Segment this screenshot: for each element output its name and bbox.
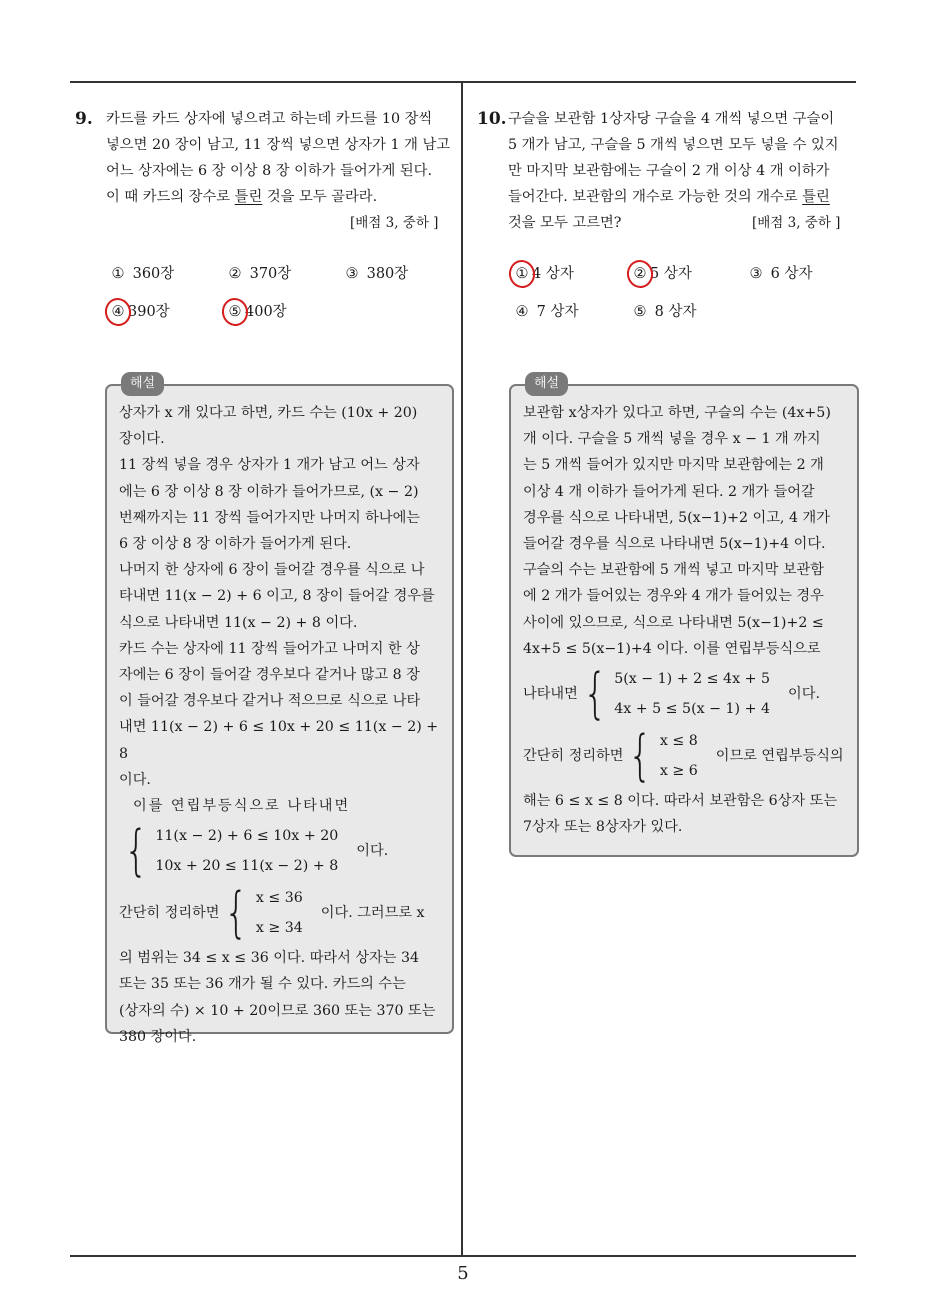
choice-1[interactable]: ① 4 상자 bbox=[512, 262, 574, 286]
question-number: 9. bbox=[75, 109, 93, 129]
question-number: 10. bbox=[477, 109, 507, 129]
top-rule bbox=[70, 81, 856, 83]
question-stem bbox=[106, 106, 456, 210]
stem-line: 이 때 카드의 장수로 틀린 것을 모두 골라라. bbox=[106, 189, 378, 205]
explanation-tag: 해설 bbox=[121, 372, 164, 396]
choice-2[interactable]: ② 370장 bbox=[228, 266, 292, 282]
circled-mark: ⑤ bbox=[225, 300, 245, 324]
simplified-system: 간단히 정리하면 { x ≤ 8 x ≥ 6 이므로 연립부등식의 bbox=[523, 724, 844, 788]
circled-mark: ④ bbox=[108, 300, 128, 324]
inequality-system: 나타내면 { 5(x − 1) + 2 ≤ 4x + 5 4x + 5 ≤ 5(x − 1) + 4 이다. bbox=[523, 662, 820, 726]
bottom-rule bbox=[70, 1255, 856, 1257]
choice-5[interactable]: ⑤ 400장 bbox=[225, 300, 287, 324]
choice-2[interactable]: ② 5 상자 bbox=[630, 262, 692, 286]
choice-3[interactable]: ③ 380장 bbox=[345, 266, 409, 282]
choice-3[interactable]: ③ 6 상자 bbox=[749, 266, 813, 282]
explanation-text: 보관함 x상자가 있다고 하면, 구슬의 수는 (4x+5) 개 이다. 구슬을 5 개씩 넣을 경우 x − 1 개 까지 는 5 개씩 들어가 있지만 마지막 보관함에는 2 개 이상 4 개 이하가 들어가게 된다. 2 개가 들어갈 경우를 식으로 나타내면, 5(x−1)+2 이고, 4 개가 들어갈 경우를 식으로 나타내면 5(x−1)+4 이다. 구슬의 수는 보관함에 5 개씩 넣고 마지막 보관함 에 2 개가 들어있는 경우와 4 개가 들어있는 경우 사이에 있으므로, 식으로 나타내면 5(x−1)+2 ≤ 4x+5 ≤ 5(x−1)+4 이다. 이를 연립부등식으로 나타내면 { 5(x − 1) + 2 ≤ 4x + 5 4x + 5 ≤ 5(x − 1) + 4 이다. 간단히 정리하면 { x ≤ 8 x ≥ 6 이므로 연립부등식의 해는 6 ≤ x ≤ 8 이다. 따라서 보관함은 6상자 또는 7상자 또는 8상자가 있다. bbox=[523, 405, 844, 836]
simplified-system: 간단히 정리하면 { x ≤ 36 x ≥ 34 이다. 그러므로 x bbox=[119, 881, 425, 945]
stem-line: 들어간다. 보관함의 개수로 가능한 것의 개수로 틀린 bbox=[508, 189, 830, 205]
choice-4[interactable]: ④ 7 상자 bbox=[515, 304, 579, 320]
choice-1[interactable]: ① 360장 bbox=[111, 266, 175, 282]
stem-line: 어느 상자에는 6 장 이상 8 장 이하가 들어가게 된다. bbox=[106, 163, 433, 179]
score-label: [배점 3, 중하 ] bbox=[752, 215, 841, 231]
explanation-tag: 해설 bbox=[525, 372, 568, 396]
circled-mark: ① bbox=[512, 262, 532, 286]
choice-4[interactable]: ④ 390장 bbox=[108, 300, 170, 324]
stem-line: 만 마지막 보관함에는 구슬이 2 개 이상 4 개 이하가 bbox=[508, 163, 830, 179]
stem-line: 구슬을 보관함 1상자당 구슬을 4 개씩 넣으면 구슬이 bbox=[508, 111, 835, 127]
explanation-box bbox=[509, 376, 859, 857]
column-divider bbox=[461, 82, 463, 1256]
stem-line: 것을 모두 고르면? bbox=[508, 215, 622, 231]
choice-5[interactable]: ⑤ 8 상자 bbox=[633, 304, 697, 320]
stem-line: 넣으면 20 장이 남고, 11 장씩 넣으면 상자가 1 개 남고 bbox=[106, 137, 451, 153]
explanation-box bbox=[105, 376, 454, 1045]
explanation-text: 상자가 x 개 있다고 하면, 카드 수는 (10x + 20) 장이다. 11 장씩 넣을 경우 상자가 1 개가 남고 어느 상자 에는 6 장 이상 8 장 이하가 들어가므로, (x − 2) 번째까지는 11 장씩 들어가지만 나머지 하나에는 6 장 이상 8 장 이하가 들어가게 된다. 나머지 한 상자에 6 장이 들어갈 경우를 식으로 나 타내면 11(x − 2) + 6 이고, 8 장이 들어갈 경우를 식으로 나타내면 11(x − 2) + 8 이다. 카드 수는 상자에 11 장씩 들어가고 나머지 한 상 자에는 6 장이 들어갈 경우보다 같거나 많고 8 장 이 들어갈 경우보다 같거나 적으므로 식으로 나타 내면 11(x − 2) + 6 ≤ 10x + 20 ≤ 11(x − 2) + 8 이다. 이를 연립부등식으로 나타내면 { 11(x − 2) + 6 ≤ 10x + 20 10x + 20 ≤ 11(x − 2) + 8 이다. 간단히 정리하면 { x ≤ 36 x ≥ 34 이다. 그러므로 x 의 범위는 34 ≤ x ≤ 36 이다. 따라서 상자는 34 또는 35 또는 36 개가 될 수 있다. 카드의 수는 (상자의 수) × 10 + 20이므로 360 또는 370 또는 380 장이다. bbox=[119, 405, 439, 1045]
stem-line: 5 개가 남고, 구슬을 5 개씩 넣으면 모두 넣을 수 있지 bbox=[508, 137, 839, 153]
inequality-system: { 11(x − 2) + 6 ≤ 10x + 20 10x + 20 ≤ 11(x − 2) + 8 이다. bbox=[124, 819, 389, 883]
circled-mark: ② bbox=[630, 262, 650, 286]
stem-line: 카드를 카드 상자에 넣으려고 하는데 카드를 10 장씩 bbox=[106, 111, 433, 127]
score-label: [배점 3, 중하 ] bbox=[350, 215, 439, 231]
page-number: 5 bbox=[457, 1263, 469, 1284]
